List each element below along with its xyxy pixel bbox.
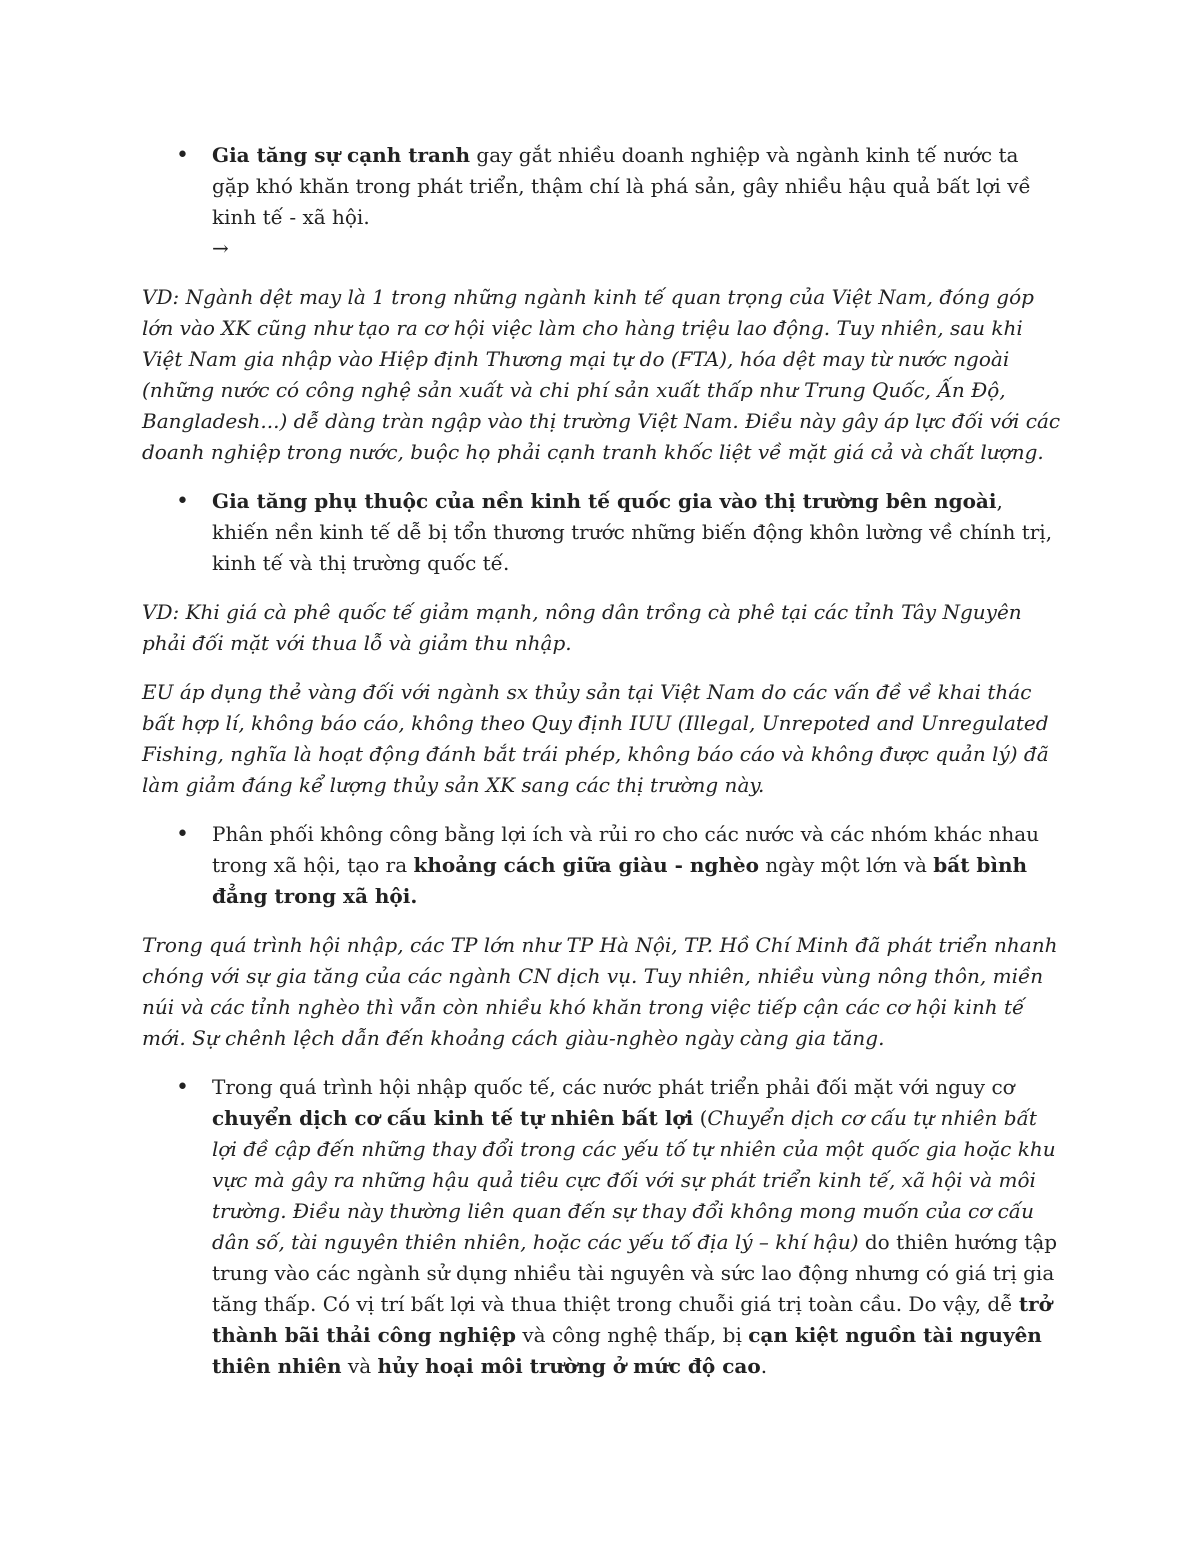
bullet-competition bbox=[142, 140, 1062, 264]
document-page bbox=[142, 140, 1062, 1400]
bullet-bold-text: bất bình đẳng trong xã hội. bbox=[212, 853, 1028, 908]
bullet-text: , khiến nền kinh tế dễ bị tổn thương trước những biến động khôn lường về chính trị, kinh tế và thị trường quốc tế. bbox=[212, 489, 1053, 575]
example-coffee: VD: Khi giá cà phê quốc tế giảm mạnh, nông dân trồng cà phê tại các tỉnh Tây Nguyên phải đối mặt với thua lỗ và giảm thu nhập. bbox=[142, 600, 1022, 655]
bullet-bold-text: trở thành bãi thải công nghiệp bbox=[212, 1292, 1053, 1347]
bullet-italic-text: Chuyển dịch cơ cấu tự nhiên bất lợi đề cập đến những thay đổi trong các yếu tố tự nhiên của một quốc gia hoặc khu vực mà gây ra những hậu quả tiêu cực đối với sự phát triển kinh tế, xã hội và môi trường. Điều này thường liên quan đến sự thay đổi không mong muốn của cơ cấu dân số, tài nguyên thiên nhiên, hoặc các yếu tố địa lý – khí hậu) bbox=[212, 1106, 1056, 1254]
bullet-text: và bbox=[341, 1354, 378, 1378]
bullet-text: Phân phối không công bằng lợi ích và rủi ro cho các nước và các nhóm khác nhau trong xã hội, tạo ra bbox=[212, 822, 1040, 877]
bullet-dot: • bbox=[176, 143, 189, 168]
bullet-dependence bbox=[142, 486, 1062, 579]
bullet-text: và công nghệ thấp, bị bbox=[515, 1323, 749, 1347]
arrow-icon: → bbox=[212, 236, 229, 260]
bullet-text: Trong quá trình hội nhập quốc tế, các nước phát triển phải đối mặt với nguy cơ bbox=[212, 1075, 1015, 1099]
bullet-text: ( bbox=[693, 1106, 708, 1130]
bullet-bold-text: chuyển dịch cơ cấu kinh tế tự nhiên bất lợi bbox=[212, 1106, 694, 1130]
bullet-bold-text: Gia tăng sự cạnh tranh bbox=[212, 143, 471, 167]
bullet-bold-text: cạn kiệt nguồn tài nguyên thiên nhiên bbox=[212, 1323, 1042, 1378]
bullet-bold-text: khoảng cách giữa giàu - nghèo bbox=[413, 853, 759, 877]
bullet-dot: • bbox=[176, 822, 189, 847]
bullet-text: gay gắt nhiều doanh nghiệp và ngành kinh tế nước ta gặp khó khăn trong phát triển, thậm chí là phá sản, gây nhiều hậu quả bất lợi về kinh tế - xã hội. bbox=[212, 143, 1031, 229]
bullet-bold-text: Gia tăng phụ thuộc của nền kinh tế quốc gia vào thị trường bên ngoài bbox=[212, 489, 997, 513]
bullet-text: do thiên hướng tập trung vào các ngành sử dụng nhiều tài nguyên và sức lao động nhưng có giá trị gia tăng thấp. Có vị trí bất lợi và thua thiệt trong chuỗi giá trị toàn cầu. Do vậy, dễ bbox=[212, 1230, 1058, 1316]
bullet-dot: • bbox=[176, 489, 189, 514]
bullet-text: . bbox=[760, 1354, 768, 1378]
bullet-dot: • bbox=[176, 1075, 189, 1100]
example-eu-yellow-card: EU áp dụng thẻ vàng đối với ngành sx thủy sản tại Việt Nam do các vấn đề về khai thác bất hợp lí, không báo cáo, không theo Quy định IUU (Illegal, Unrepoted and Unregulated Fishing, nghĩa là hoạt động đánh bắt trái phép, không báo cáo và không được quản lý) đã làm giảm đáng kể lượng thủy sản XK sang các thị trường này. bbox=[142, 680, 1049, 797]
bullet-bold-text: hủy hoại môi trường ở mức độ cao bbox=[377, 1354, 761, 1378]
example-rich-poor-gap: Trong quá trình hội nhập, các TP lớn như TP Hà Nội, TP. Hồ Chí Minh đã phát triển nhanh chóng với sự gia tăng của các ngành CN dịch vụ. Tuy nhiên, nhiều vùng nông thôn, miền núi và các tỉnh nghèo thì vẫn còn nhiều khó khăn trong việc tiếp cận các cơ hội kinh tế mới. Sự chênh lệch dẫn đến khoảng cách giàu-nghèo ngày càng gia tăng. bbox=[142, 933, 1058, 1050]
example-textile: VD: Ngành dệt may là 1 trong những ngành kinh tế quan trọng của Việt Nam, đóng góp lớn vào XK cũng như tạo ra cơ hội việc làm cho hàng triệu lao động. Tuy nhiên, sau khi Việt Nam gia nhập vào Hiệp định Thương mại tự do (FTA), hóa dệt may từ nước ngoài (những nước có công nghệ sản xuất và chi phí sản xuất thấp như Trung Quốc, Ấn Độ, Bangladesh...) dễ dàng tràn ngập vào thị trường Việt Nam. Điều này gây áp lực đối với các doanh nghiệp trong nước, buộc họ phải cạnh tranh khốc liệt về mặt giá cả và chất lượng. bbox=[142, 285, 1061, 464]
bullet-text: ngày một lớn và bbox=[758, 853, 934, 877]
bullet-inequality bbox=[142, 819, 1062, 912]
bullet-structural-shift bbox=[142, 1072, 1062, 1382]
